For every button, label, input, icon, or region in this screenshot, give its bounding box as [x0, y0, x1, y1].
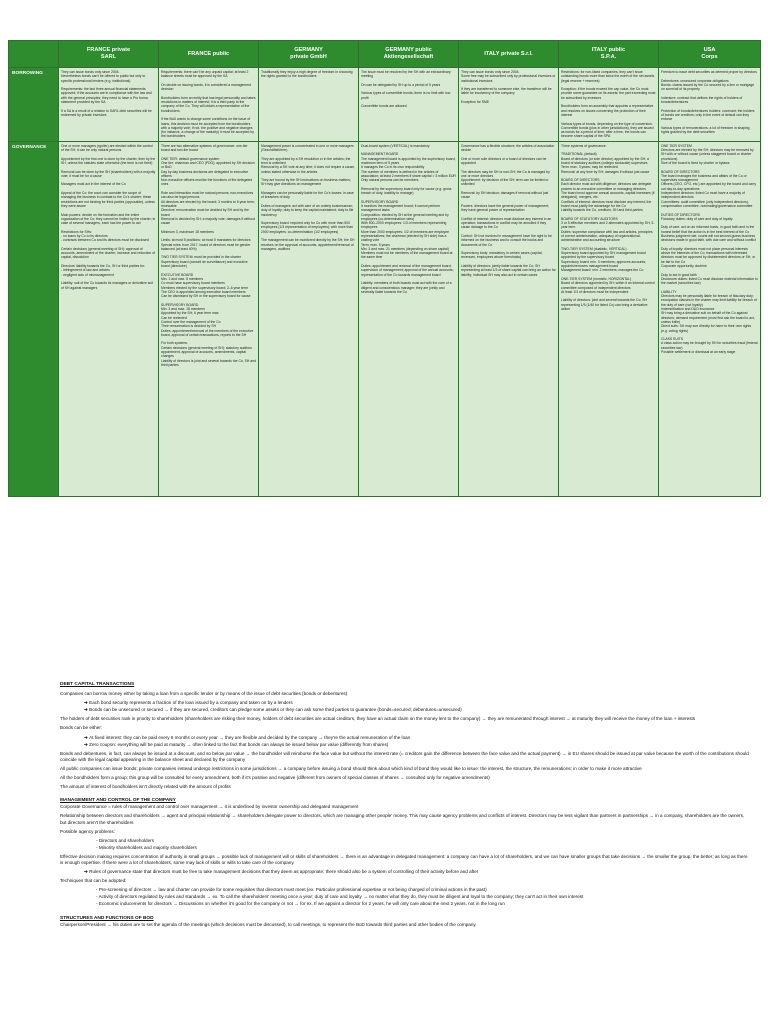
table-cell: Governance has a flexible structure; the articles of association decide One or more sole directors or a board of directors can be appointed The directors may be SH or non-SH; the Co is managed by one or more directors Appointment: by decision of the SH; term can be limited or unlimited Removal: by SH decision; damages if removal without just cause Powers: directors have the general power of management; they have general power of representation Conflict of interest: directors must disclose any interest in an operation; transactions in conflict may be annulled if they cause damage to the Co Control: SH not involved in management have the right to be informed on the business and to consult the books and documents of the Co Supervisory body: mandatory in certain cases (capital, revenues, employees above thresholds) Liability of directors: jointly liable towards the Co; SH representing at least 1/3 of share capital can bring an action for liability; individual SH may also act in certain cases — [459, 141, 559, 496]
table-row — [9, 68, 761, 142]
table-cell: Freedom to issue debt securities as deemed proper by directors Debentures: unsecured corporate obligations Bonds: claims issued by the Co secured by a lien or mortgage on some/all of its property Indenture: contract that defines the rights of holders of bonds/debentures Protection of bonds/debentures holders: covenant; the holders of bonds are creditors; only in the event of default can they enforce Various types of remunerations: a lot of freedom in shaping rights granted by the debt securities — [659, 68, 761, 142]
dash-bullet: - Minority shareholders and majority shareholders — [96, 845, 750, 851]
column-header: ITALY private S.r.l. — [459, 41, 559, 68]
table-cell: There are two alternative systems of governance: one-tier board and two-tier board ONE TIER: default governance system One tier: chairman and CEO (PDG); appointed by SH decision or BoD Day by day business decisions are delegated to executive officers Non-executive officers monitor the functions of the delegated ones Role and interaction must be natural persons; non-executives can also be legal persons All directors are elected by the board; 3 months to 6 year term; renewable Directors' remuneration must be decided by SH and by the board Removal is decided by SH; a majority vote; damages if without cause Minimum 3, maximum 18 members Limits: at most 5 positions; at most 5 mandates for directors Special rules: from 2017, board of directors must be gender balanced (at least 40%) TWO TIER SYSTEM: must be provided in the charter Supervisory board (conseil de surveillance) and executive board (directoire) EXECUTIVE BOARD Min. 1 and max. 5 members Co must have supervisory board members Members elected by the supervisory board; 2–6 year term The CEO is appointed among executive board members Can be dismissed by SH or the supervisory board for cause SUPERVISORY BOARD Min. 3 and max. 18 members Appointed by the SH; 6 year term max. Can be reelected Control over the management of the Co Their remuneration is decided by SH Duties: appointment/removal of the members of the executive board, approval of certain transactions, reports to the SH For both systems: Certain decisions (general meeting of SH): statutory auditors appointment, approval of accounts, amendments, capital changes Liability of directors is joint and several towards the Co, SH and third parties — [159, 141, 259, 496]
table-cell: Dual-board system (VERTICAL) is mandatory MANAGEMENT BOARD The management board is appointed by the supervisory board; maximum term of 5 years It manages the Co in its own responsibility The number of members is defined in the articles of association; at least 2 members if share capital > 3 million EUR Only natural persons can be members Removal by the supervisory board only for cause (e.g. gross breach of duty, inability to manage) SUPERVISORY BOARD It monitors the management board; it cannot perform management tasks Composition: elected by SH at the general meeting and by employees (co-determination rules) With 500–2000 employees: 1/3 of members representing employees More than 2000 employees: 1/2 of members are employee representatives; the chairman (elected by SH side) has a casting vote Term: max. 5 years Min. 3 and max. 21 members (depending on share capital) Members must not be members of the management board at the same time Duties: appointment and removal of the management board; supervision of management; approval of the annual accounts; representation of the Co towards management board Liability: members of both boards must act with the care of a diligent and conscientious manager; they are jointly and severally liable towards the Co — [359, 141, 459, 496]
column-header: FRANCE private SARL — [59, 41, 159, 68]
table-cell: Three systems of governance: TRADITIONAL (default) Board of directors (or sole director) appointed by the SH; a board of statutory auditors (collegio sindacale) supervises Term: max. 3 years; may be reelected Removal: at any time by SH; damages if without just cause BOARD OF DIRECTORS Each director must act with diligence; directors can delegate powers to an executive committee or managing directors The board must approve annual accounts, capital increases (if delegated), mergers, etc. Conflicts of interest: directors must disclose any interest; the board must justify the advantage for the Co Liability towards the Co, creditors, SH and third parties BOARD OF STATUTORY AUDITORS 3 or 5 effective members and 2 alternates appointed by SH; 3-year term Duties: supervise compliance with law and articles, principles of correct administration, adequacy of organizational, administrative and accounting structure TWO-TIER SYSTEM (dualistic, VERTICAL) Supervisory board appointed by SH; management board appointed by the supervisory board Supervisory board: min. 3 members; approves accounts; appoints/removes management board Management board: min. 2 members; manages the Co ONE-TIER SYSTEM (monistic, HORIZONTAL) Board of directors appointed by SH; within it an internal control committee composed of independent directors At least 1/3 of directors must be independent Liability of directors: joint and several towards the Co; SH representing 1/5 (1/40 for listed Co) can bring a derivative action — [559, 141, 659, 496]
paragraph: Corporate Governance = rules of management and control over management → it is underlined by investor ownership and delegated management — [60, 804, 359, 810]
arrow-bullet: ➔ At fixed interest: they can be paid every 6 months or every year → they are flexible and decided by the company → they're the actual remuneration of the loan — [84, 735, 750, 741]
notes-section — [60, 680, 750, 931]
section-heading: DEBT CAPITAL TRANSACTIONS — [60, 682, 135, 687]
table-cell: Management power is concentrated in one or more managers (Geschäftsführer) They are appointed by a SH resolution or in the articles; the term is unlimited Removal by a SH vote at any time; it does not require a cause, unless stated otherwise in the articles They are bound by the SH instructions on business matters; SH may give directions on management Managers can be personally liable for the Co's losses: in case of breaches of duty Duties of managers: act with care of an orderly businessman; duty of loyalty; duty to keep the capital maintained; duty to file insolvency Supervisory board: required only for Co with more than 500 employees (1/3 representation of employees); with more than 2000 employees: co-determination (1/2 employees) The management can be monitored directly by the SH; the SH resolves on the approval of accounts, appointment/removal of managers, auditors — [259, 141, 359, 496]
table-cell: Requirements: there can't be any unpaid capital; at least 2 balance sheets must be approved by the SA On decide on issuing bonds, it is considered a management decision Bondholders form an entity that has legal personality and takes resolutions in matters of interest; it is a third party to the company of the Co. They will obtain a representative of the bondholders If the BoD wants to change some conditions on the issue of loans, this decision must be accepted from the bondholders with a majority vote; if not, the positive and negative changes (for instance, a change of the maturity) it must be accepted by the bondholders — [159, 68, 259, 142]
paragraph: Possible agency problems: — [60, 828, 115, 834]
row-label: BORROWING — [9, 68, 59, 142]
dash-bullet: - Activity of directors regulated by rules and standards → ex. To call the shareholders' meeting once a year; duty of care and loyalty → no matter what they do, they must be diligent and loyal to the company; they can't act in their own interest — [96, 894, 750, 900]
paragraph: Bonds and debentures, in fact, can always be issued at a discount, and so below par value → the bondholder will reimburse the face value but without the interest rate (= creditors gain the difference between the face value and the actual payment) → in EU shares should be issued at par value because the worth of the contributions should coincide with the legal capital appearing in the balance sheet and declared by the company — [60, 750, 749, 762]
column-header: USA Corps — [659, 41, 761, 68]
table-cell: The issue must be resolved by the SH with an extraordinary meeting On can be delegated by SH up to a period of 5 years Various types of convertible bonds; there is no limit with low profit Convertible bonds are allowed — [359, 68, 459, 142]
paragraph: Techniques that can be adopted: — [60, 878, 127, 884]
paragraph: Chairperson/President → his duties are to set the agenda of the meetings (which decisions must be discussed), to call meetings, to represent the BoD towards third parties and other bodies of the company. — [60, 921, 477, 927]
table-row — [9, 141, 761, 496]
paragraph: Companies can borrow money either by taking a loan from a specific lender or by means of the issue of debt securities (bonds or debentures) — [60, 691, 348, 697]
table-cell: One or more managers (rgulier) are elected within the control of the SH; it can be only natural persons Appointment by the first one is done by the charter, then by the SH, unless the statutes state otherwise (the term is not fixed) Removal can be done by the SH (shareholders) with a majority vote; it must be for a cause Managers must act in the interest of the Co Appeal of the Co: the court can consider the scope of managing the business in contrast to the Co's charter; these restrictions are not binding for third parties (opposable), unless they were aware Main powers: decide on the formation and the entire organization of the Co; they cannot be limited by the charter; in case of several managers, each has the power to act Restrictions for SHs: - no loans by Co to its directors - contracts between Co and its directors must be disclosed Certain decisions (general meeting of SH): approval of accounts, amendment of the charter, increase and reduction of capital, dissolution Directors' liability towards the Co, SH or third parties for: - infringement of law and articles - negligent acts of mismanagement Liability: suit of the Co towards its managers or derivative suit of SH against managers — [59, 141, 159, 496]
table-cell: Traditionally they enjoy a high degree of freedom in choosing the rights granted to the bondholders — [259, 68, 359, 142]
comparison-table — [8, 40, 761, 497]
row-label: GOVERNANCE — [9, 141, 59, 496]
table-cell: They can issue bonds only since 2004. Some free may be subscribed only by professional investors or institutional investors If they are transferred to someone else, the transferor will be liable for insolvency of the company Exception for SME — [459, 68, 559, 142]
table-cell: They can issue bonds only since 2004. Nevertheless bonds can't be offered to public but only to specific professional lenders (e.g. institutional) Requirements: the last three annual financial statements approved; if the accounts are in compliance with the law and with the general principles; they need to have a Pro forma statement provided by the SA If a SA is a result of a relation to SARL debt securities will be redeemed by private investors — [59, 68, 159, 142]
dash-bullet: - Pre-screening of directors → law and charter can provide for some requisites that directors must meet (ex. Particular professional expertise or not being charged of criminal actions in the past) — [96, 887, 750, 893]
dash-bullet: - Economic inducements for directors → Discussions on whether it's good for the company or not → for ex. If we appoint a director for 2 years, he will only care about the next 2 years, not in the long run — [96, 901, 750, 907]
column-header: GERMANY public Aktiengesellschaft — [359, 41, 459, 68]
paragraph: Bonds can be either: — [60, 725, 103, 731]
paragraph: Effective decision making requires concentration of authority in small groups → possible lack of management will or skills of shareholders → there is an advantage in delegated management: a company can have a lot of shareholders, and we can have smaller groups that take decisions → the smaller the group, the better; as long as there is enough expertise. If there were a lot of shareholders, some may lack of skills or wills to take care of the company. — [60, 853, 748, 865]
section-heading: STRUCTURES AND FUNCTIONS OF BOD — [60, 915, 154, 921]
header-corner — [9, 41, 59, 68]
table-cell: Restrictions: for non-listed companies, they can't issue outstanding bonds more than twice the worth of the net assets (legal reserve + reserves) Exception: if the bonds exceed the cap value, the Co must provide some guarantee on its assets; the part exceeding must be subscribed by investors Bondholders form an assembly that appoints a representative and resolves on issues concerning the protection of their interest Various types of bonds, depending on the type of conversion. Convertible bonds (plus in other jurisdictions), they are issued as bonds for a period of time; after a time, the bonds can become share capital of the SPA — [559, 68, 659, 142]
paragraph: All the bondholders form a group; this group will be consulted for every amendment, both if it's positive and negative (different from owners of special classes of shares → consulted only for negative amendments) — [60, 775, 490, 781]
paragraph: The holders of debt securities rank in priority to shareholders (shareholders are risking their money, holders of debt securities are actual creditors, they have an actual claim on the money lent to the company) → they are remunerated through interest → at maturity they will receive the money of the loan + interests — [60, 716, 696, 722]
arrow-bullet: ➔ Zero coupon: everything will be paid at maturity → often linked to the fact that bonds can always be issued below par value (differently from shares) — [84, 742, 750, 748]
arrow-bullet: ➔ Each bond security represents a fraction of the loan issued by a company and taken on by a lenders — [84, 700, 750, 706]
table-cell: ONE TIER SYSTEM Directors are elected by the SH; directors may be removed by SH with or without cause (unless staggered board or charter provisions) Size of the board is fixed by charter or bylaws BOARD OF DIRECTORS The board manages the business and affairs of the Co or supervises management Officers (CEO, CFO, etc.) are appointed by the board and carry out day-to-day operations Independent directors: listed Co must have a majority of independent directors Committees: audit committee (only independent directors), compensation committee, nominating/governance committee DUTIES OF DIRECTORS Fiduciary duties: duty of care and duty of loyalty Duty of care: act on an informed basis, in good faith and in the honest belief that the action is in the best interest of the Co Business judgment rule: courts will not second-guess business decisions made in good faith, with due care and without conflict Duty of loyalty: directors must not place personal interests above the interests of the Co; transactions with interested directors must be approved by disinterested directors or SH, or be fair to the Co Corporate opportunity doctrine Duty to act in good faith Disclosure duties: listed Co must disclose material information to the market (securities law) LIABILITY Directors may be personally liable for breach of fiduciary duty; exculpation clauses in the charter may limit liability for breach of the duty of care (not loyalty) Indemnification and D&O insurance SH may bring a derivative suit on behalf of the Co against directors; demand requirement (must first ask the board to act, unless futile) Direct suits: SH may sue directly for harm to their own rights (e.g. voting rights) CLASS SUITS A class action may be brought by SH for securities fraud (federal securities law) Possible settlement or dismissal at an early stage — [659, 141, 761, 496]
arrow-bullet: ➔ Bonds can be unsecured or secured → if they are secured, creditors can pledge some assets or they can ask some third parties to guarantee (bonds=secured; debentures=unsecured) — [84, 707, 750, 713]
paragraph: Relationship between directors and shareholders → agent and principal relationship → shareholders delegate power to directors, which are managing other people' money. This may cause agency problems and conflicts of interest. Directors may be less vigilant than partners in partnerships → in a company, shareholders are the owners, but directors aren't the shareholders — [60, 813, 745, 825]
column-header: ITALY public S.P.A. — [559, 41, 659, 68]
column-header: GERMANY private GmbH — [259, 41, 359, 68]
paragraph: All public companies can issue bonds; private companies instead undergo restrictions in some jurisdictions → a company before issuing a bond should think about which kind of bond they would like to issue: the interest, the structure, the remunerations; in order to make it more attractive — [60, 765, 642, 771]
column-header: FRANCE public — [159, 41, 259, 68]
paragraph: The amount of interest of bondholders isn't directly related with the amount of profits — [60, 784, 231, 790]
table-header-row — [9, 41, 761, 68]
arrow-bullet: ➔ Rules of governance state that directors must be free to take management decisions that they deem as appropriate; there should also be a system of controlling of their activity before and after — [84, 869, 750, 875]
dash-bullet: - Directors and shareholders — [96, 838, 750, 844]
section-heading: MANAGEMENT AND CONTROL OF THE COMPANY — [60, 798, 176, 804]
